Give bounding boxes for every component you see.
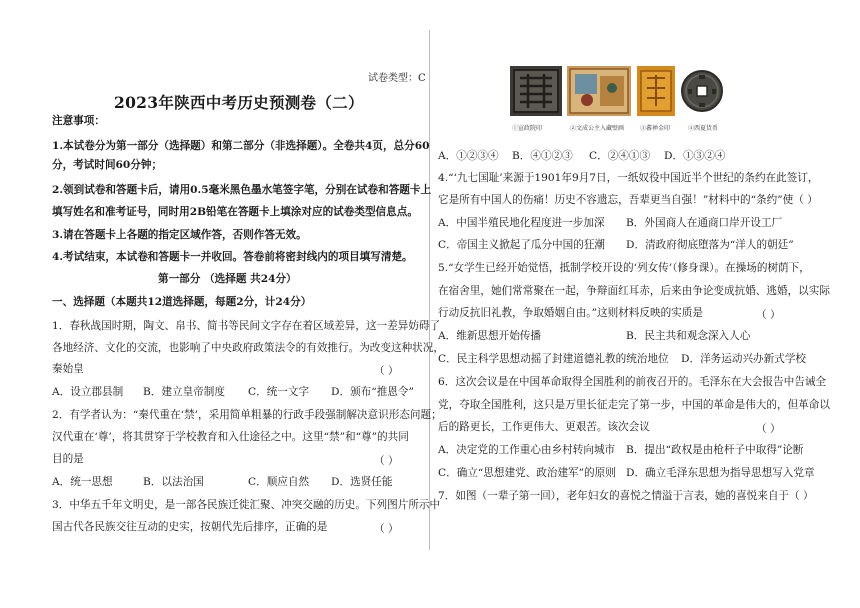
option-a: A．①②③④ — [438, 150, 499, 162]
option-a: A．决定党的工作重心由乡村转向城市 — [438, 444, 616, 456]
answer-blank: （ ） — [756, 309, 781, 321]
question-1-line: 秦始皇 — [52, 363, 84, 375]
question-6-line: 后的路更长，工作更伟大、更艰苦。该次会议 — [438, 421, 650, 433]
notice-heading: 注意事项： — [52, 115, 105, 127]
option-c: C．统一文字 — [248, 386, 310, 398]
question-2-line: 目的是 — [52, 453, 84, 465]
option-c: C．帝国主义掀起了瓜分中国的狂潮 — [438, 239, 606, 251]
section-one-heading: 一、选择题（本题共12道选择题，每题2分，计24分） — [52, 296, 312, 308]
answer-blank: （ ） — [374, 455, 399, 467]
image-caption: ③蕃禅金印 — [640, 125, 671, 132]
mural-image — [567, 66, 631, 116]
question-2-line: 汉代重在‘尊’，将其贯穿于学校教育和入仕途径之中。这里“禁”和“尊”的共同 — [52, 431, 409, 443]
question-1-line: 各地经济、文化的交流，也影响了中央政府政策法令的有效推行。为改变这种状况， — [52, 342, 444, 354]
option-d: D．选贤任能 — [331, 476, 393, 488]
option-c: C．确立“思想建党、政治建军”的原则 — [438, 467, 616, 479]
option-b: B．以法治国 — [143, 476, 204, 488]
option-c: C．顺应自然 — [248, 476, 310, 488]
option-b: B．④①②③ — [512, 150, 573, 162]
option-d: D．洋务运动兴办新式学校 — [681, 353, 807, 365]
question-4-line: 它是所有中国人的伤痛！历史不容遗忘，吾辈更当自强！”材料中的“条约”使（ ） — [438, 194, 818, 206]
question-3-line: 国古代各民族交往互动的史实，按朝代先后排序，正确的是 — [52, 521, 328, 533]
question-2-line: 2．有学者认为：“秦代重在‘禁’，采用简单粗暴的行政手段强制解决意识形态问题； — [52, 409, 442, 421]
column-divider — [429, 30, 430, 550]
option-a: A．设立郡县制 — [52, 386, 124, 398]
question-5-line: 在宿舍里，她们常常聚在一起，争辩面红耳赤，后来由争论变成抗婚、逃婚，以实际 — [438, 285, 830, 297]
notice-line: 1.本试卷分为第一部分（选择题）和第二部分（非选择题）。全卷共4页，总分60 — [52, 140, 430, 152]
option-b: B．外国商人在通商口岸开设工厂 — [626, 217, 783, 229]
option-a: A．中国半殖民地化程度进一步加深 — [438, 217, 605, 229]
option-c: C．②④①③ — [589, 150, 651, 162]
question-6-line: 6．这次会议是在中国革命取得全国胜利的前夜召开的。毛泽东在大会报告中告诫全 — [438, 376, 827, 388]
question-1-line: 1．春秋战国时期，陶文、帛书、简书等民间文字存在着区域差异，这一差异妨碍了 — [52, 320, 441, 332]
option-b: B．民主共和观念深入人心 — [626, 330, 751, 342]
question-7-line: 7．如图（一辈子第一回），老年妇女的喜悦之情溢于言表，她的喜悦来自于（ ） — [438, 490, 814, 502]
part-one-heading: 第一部分 （选择题 共24分） — [158, 273, 297, 285]
question-3-line: 3．中华五千年文明史，是一部各民族迁徙汇聚、冲突交融的历史。下列图片所示中 — [52, 499, 441, 511]
exam-title: 2023年陕西中考历史预测卷（二） — [114, 93, 364, 112]
option-d: D．颁布“推恩令” — [331, 386, 414, 398]
option-b: B．提出“政权是由枪杆子中取得”论断 — [626, 444, 804, 456]
question-5-line: 行动反抗旧礼教，争取婚姻自由。”这则材料反映的实质是 — [438, 307, 703, 319]
option-a: A．统一思想 — [52, 476, 113, 488]
image-caption: ①宣政院印 — [512, 125, 543, 132]
answer-blank: （ ） — [374, 523, 399, 535]
image-caption: ②文成公主入藏壁画 — [570, 125, 625, 132]
notice-line: 分，考试时间60分钟； — [52, 159, 163, 171]
option-d: D．①③②④ — [664, 150, 726, 162]
answer-blank: （ ） — [756, 423, 781, 435]
image-caption: ④西夏货币 — [688, 125, 719, 132]
question-5-line: 5.“女学生已经开始觉悟，抵制学校开设的‘列女传’（修身课）。在操场的树荫下， — [438, 262, 810, 274]
notice-line: 4.考试结束，本试卷和答题卡一并收回。答卷前将密封线内的项目填写清楚。 — [52, 251, 413, 263]
paper-type-label: 试卷类型：C — [368, 73, 426, 84]
gold-seal-image — [637, 66, 675, 116]
answer-blank: （ ） — [374, 365, 399, 377]
question-4-line: 4.“‘九七国耻’来源于1901年9月7日，一纸奴役中国近半个世纪的条约在此签订， — [438, 172, 819, 184]
option-d: D．确立毛泽东思想为指导思想写入党章 — [626, 467, 815, 479]
notice-line: 填写姓名和准考证号，同时用2B铅笔在答题卡上填涂对应的试卷类型信息点。 — [52, 206, 418, 218]
coin-image — [680, 66, 724, 116]
notice-line: 2.领到试卷和答题卡后，请用0.5毫米黑色墨水笔签字笔，分别在试卷和答题卡上 — [52, 184, 432, 196]
option-c: C．民主科学思想动摇了封建道德礼教的统治地位 — [438, 353, 669, 365]
option-b: B．建立皇帝制度 — [143, 386, 225, 398]
question-3-images — [510, 66, 810, 132]
notice-line: 3.请在答题卡上各题的指定区域作答，否则作答无效。 — [52, 229, 307, 241]
question-6-line: 党，夺取全国胜利，这只是万里长征走完了第一步，中国的革命是伟大的，但革命以 — [438, 399, 830, 411]
option-d: D．清政府彻底堕落为“洋人的朝廷” — [626, 239, 794, 251]
option-a: A．维新思想开始传播 — [438, 330, 541, 342]
seal-image — [510, 66, 562, 116]
